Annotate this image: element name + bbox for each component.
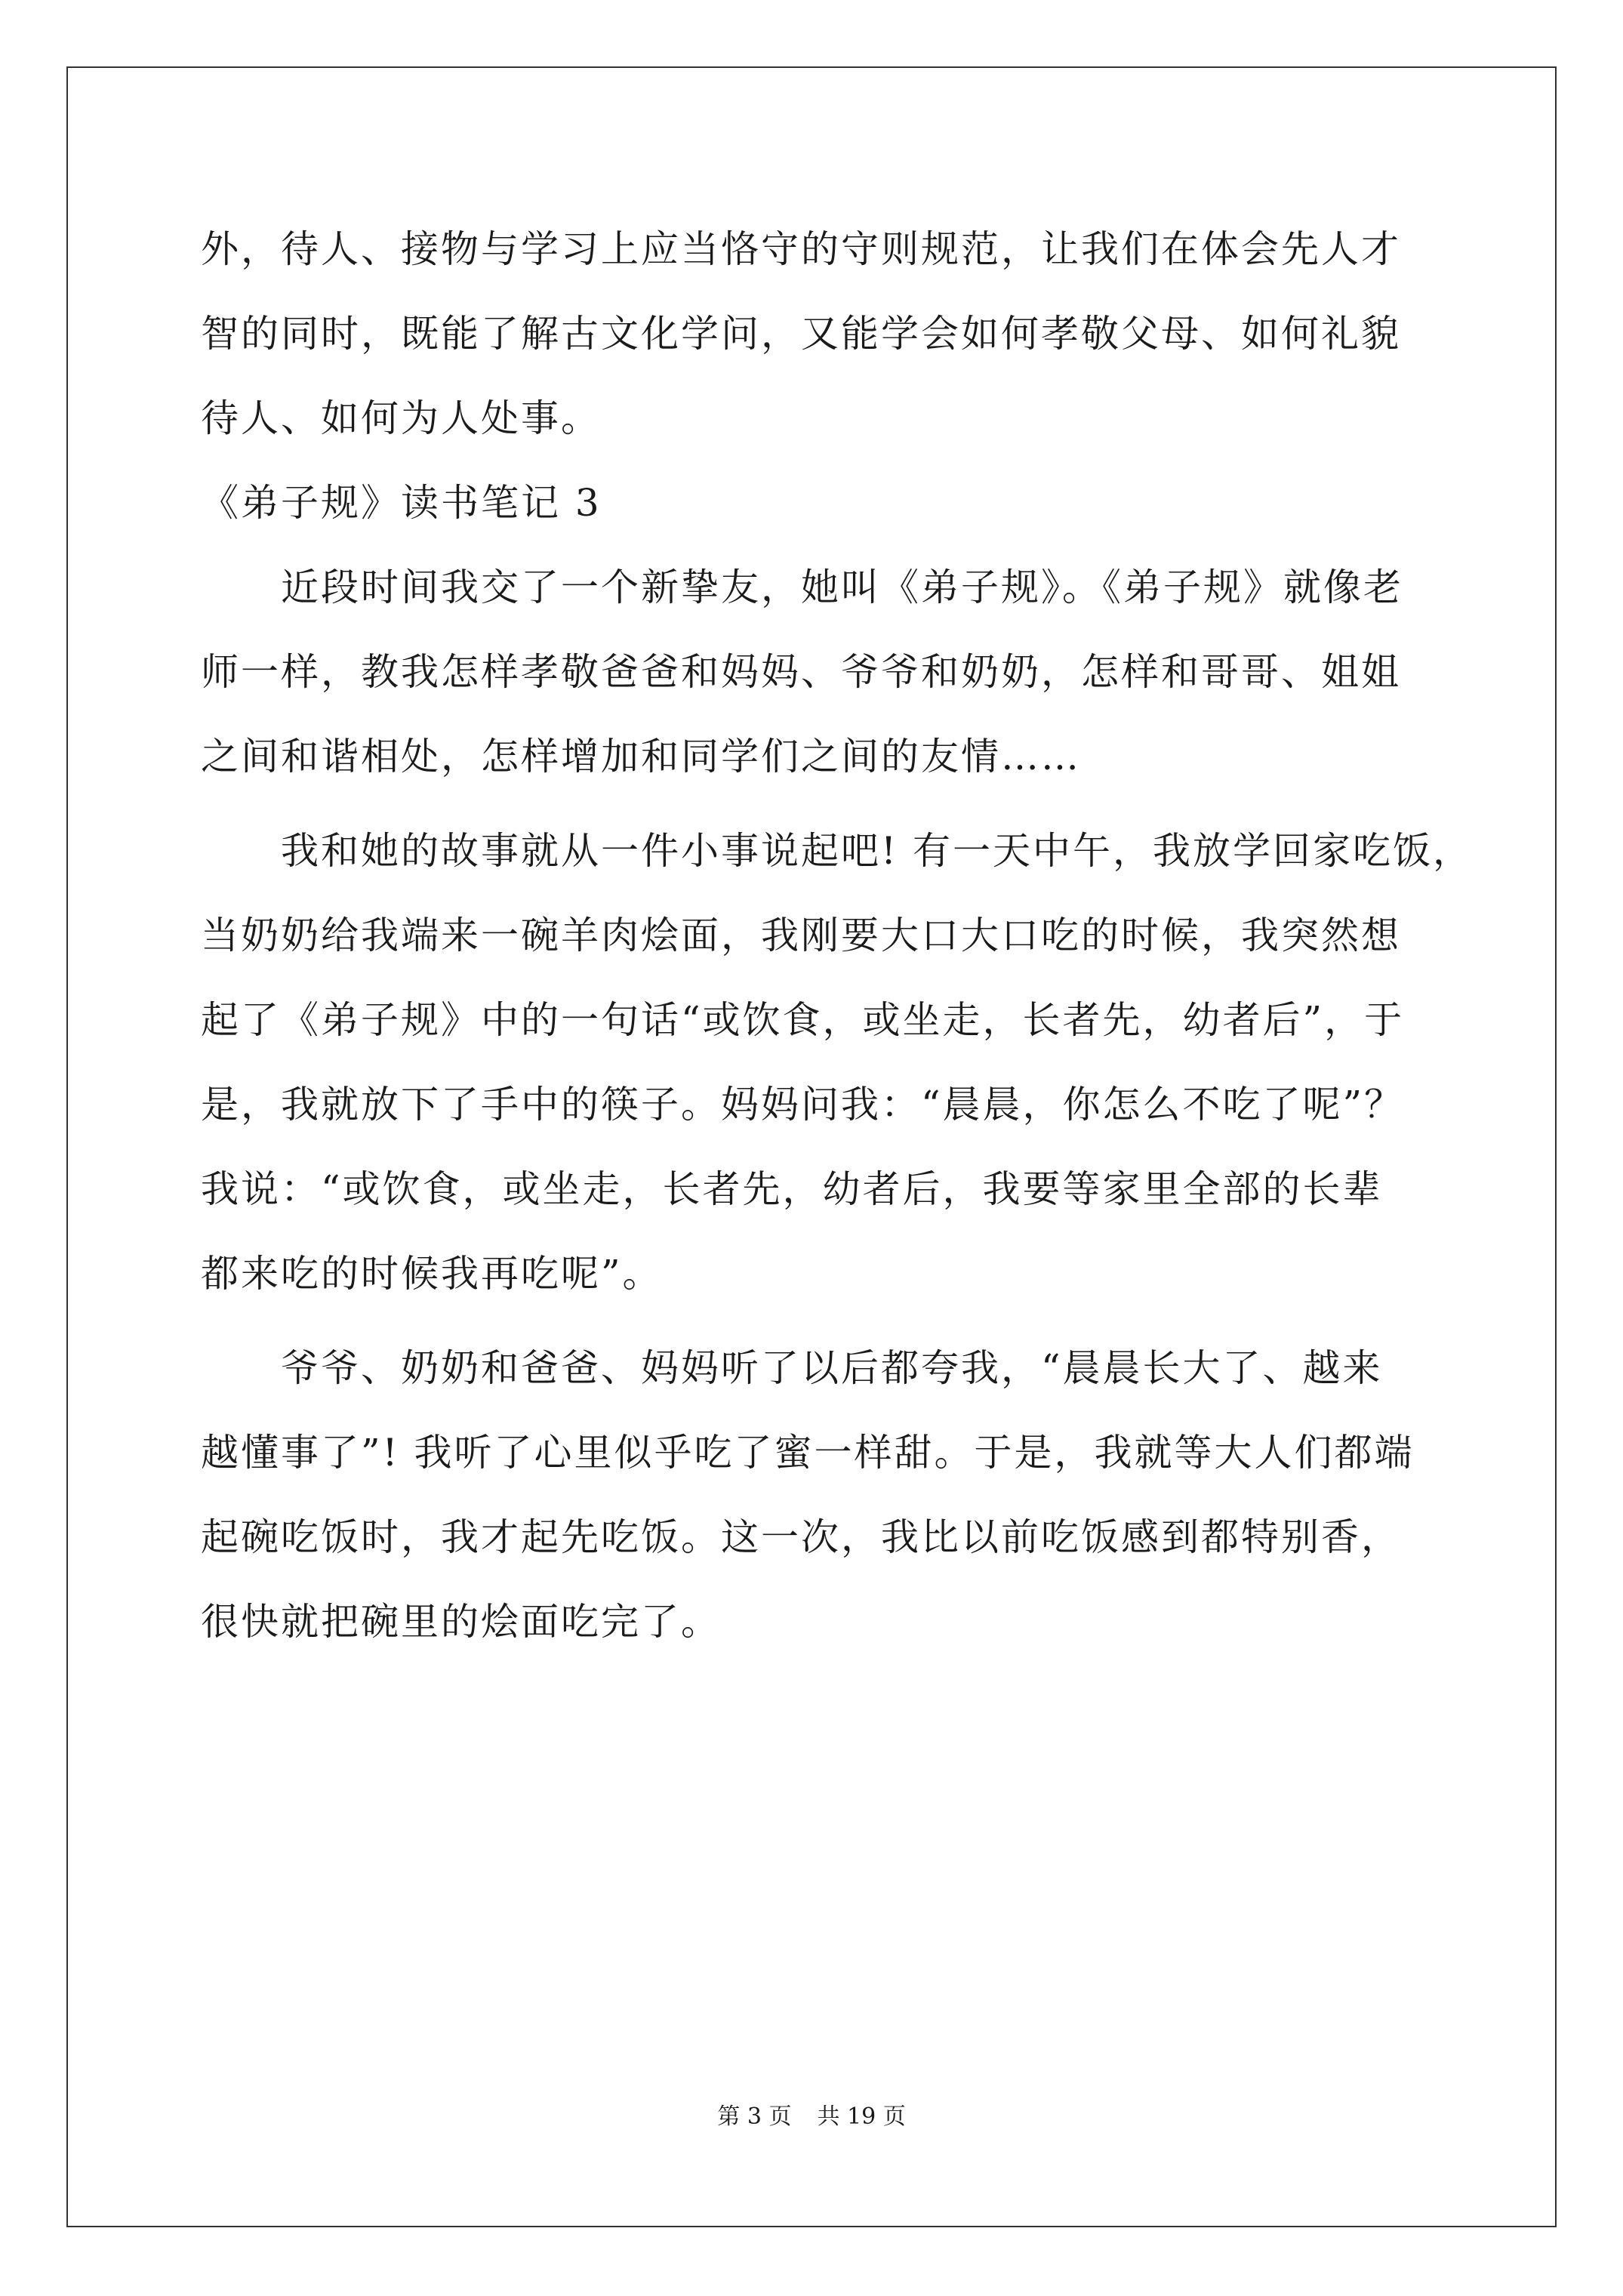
page-number: 第 3 页 [717, 2103, 792, 2130]
text-line: 是，我就放下了手中的筷子。妈妈问我：“晨晨，你怎么不吃了呢”？ [201, 1083, 1405, 1126]
page-footer [0, 2102, 1623, 2132]
text-line: 我和她的故事就从一件小事说起吧! 有一天中午，我放学回家吃饭， [281, 829, 1473, 873]
text-line: 很快就把碗里的烩面吃完了。 [201, 1600, 721, 1644]
text-line: 待人、如何为人处事。 [201, 396, 601, 440]
text-line: 起碗吃饭时，我才起先吃饭。这一次，我比以前吃饭感到都特别香， [201, 1515, 1401, 1559]
text-line: 起了《弟子规》中的一句话“或饮食，或坐走，长者先，幼者后”，于 [201, 998, 1405, 1042]
text-line: 爷爷、奶奶和爸爸、妈妈听了以后都夸我，“晨晨长大了、越来 [281, 1346, 1383, 1390]
text-line: 智的同时，既能了解古文化学问，又能学会如何孝敬父母、如何礼貌 [201, 312, 1401, 356]
text-line: 当奶奶给我端来一碗羊肉烩面，我刚要大口大口吃的时候，我突然想 [201, 914, 1401, 957]
page-border [66, 66, 1557, 2227]
text-line: 近段时间我交了一个新挚友，她叫《弟子规》。《弟子规》就像老 [281, 566, 1403, 609]
page-total: 共 19 页 [817, 2103, 906, 2130]
text-line: 越懂事了”! 我听了心里似乎吃了蜜一样甜。于是，我就等大人们都端 [201, 1431, 1415, 1475]
text-line: 外，待人、接物与学习上应当恪守的守则规范，让我们在体会先人才 [201, 227, 1401, 271]
section-heading: 《弟子规》读书笔记 3 [201, 481, 602, 525]
text-line: 之间和谐相处，怎样增加和同学们之间的友情…… [201, 735, 1081, 778]
text-line: 都来吃的时候我再吃呢”。 [201, 1252, 663, 1296]
text-line: 师一样，教我怎样孝敬爸爸和妈妈、爷爷和奶奶，怎样和哥哥、姐姐 [201, 650, 1401, 694]
text-line: 我说：“或饮食，或坐走，长者先，幼者后，我要等家里全部的长辈 [201, 1167, 1383, 1211]
